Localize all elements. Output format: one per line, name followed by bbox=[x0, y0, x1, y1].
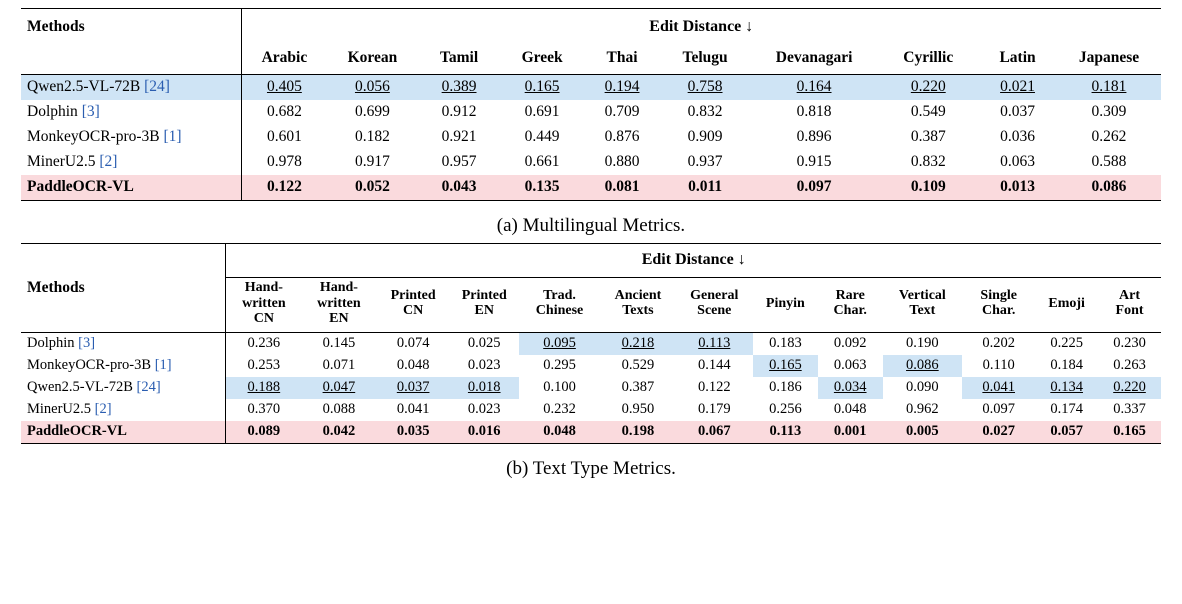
table-row bbox=[21, 421, 1161, 444]
cell: 0.915 bbox=[796, 153, 832, 171]
cell: 0.145 bbox=[301, 332, 376, 355]
citation-link[interactable]: [2] bbox=[94, 401, 112, 418]
label-line: written bbox=[317, 295, 361, 311]
cell: 0.682 bbox=[241, 100, 327, 125]
cell-value: 0.018 bbox=[467, 379, 501, 396]
table-b-col-printed-en bbox=[450, 277, 519, 332]
cell: 0.921 bbox=[441, 128, 477, 146]
table-a-col-japanese: Japanese bbox=[1078, 49, 1140, 67]
cell-value: 0.218 bbox=[621, 335, 655, 352]
cell bbox=[753, 355, 818, 377]
cell: 0.097 bbox=[750, 175, 879, 201]
cell bbox=[978, 75, 1057, 101]
table-a-col-greek: Greek bbox=[521, 49, 563, 67]
cell: 0.183 bbox=[753, 332, 818, 355]
cell: 0.041 bbox=[396, 401, 430, 418]
cell bbox=[750, 75, 879, 101]
cell: 0.880 bbox=[604, 153, 640, 171]
cell bbox=[818, 377, 883, 399]
cell: 0.016 bbox=[450, 421, 519, 444]
cell: 0.190 bbox=[883, 332, 962, 355]
cell-value: 0.134 bbox=[1050, 379, 1083, 396]
cell: 0.011 bbox=[660, 175, 749, 201]
table-b-header-row-group bbox=[21, 244, 1161, 278]
cell: 0.962 bbox=[906, 401, 939, 418]
cell: 0.067 bbox=[676, 421, 753, 444]
cell: 0.661 bbox=[524, 153, 560, 171]
table-a-header-row-group bbox=[21, 9, 1161, 47]
cell: 0.978 bbox=[241, 150, 327, 175]
label-line: Chinese bbox=[535, 303, 584, 319]
label-line: Font bbox=[1115, 303, 1144, 319]
cell: 0.912 bbox=[441, 103, 477, 121]
method-name: MonkeyOCR-pro-3B bbox=[27, 128, 160, 146]
table-b-col-emoji bbox=[1035, 277, 1098, 332]
cell: 0.063 bbox=[833, 357, 867, 374]
cell-value: 0.188 bbox=[247, 379, 281, 396]
cell: 0.529 bbox=[621, 357, 655, 374]
cell: 0.035 bbox=[377, 421, 450, 444]
cell bbox=[600, 332, 675, 355]
table-a-col-korean: Korean bbox=[347, 49, 398, 67]
table-a-col-arabic: Arabic bbox=[241, 46, 327, 75]
cell: 0.832 bbox=[910, 153, 946, 171]
table-b-col-pinyin bbox=[753, 277, 818, 332]
citation-link[interactable]: [24] bbox=[136, 379, 161, 396]
table-b-col-handwritten-cn bbox=[226, 277, 301, 332]
cell: 0.232 bbox=[543, 401, 576, 418]
label-line: Printed bbox=[390, 287, 436, 303]
cell: 0.309 bbox=[1091, 103, 1127, 121]
table-a-col-cyrillic: Cyrillic bbox=[903, 49, 954, 67]
method-name: Dolphin bbox=[27, 335, 75, 352]
cell: 0.036 bbox=[1000, 128, 1035, 146]
paper-tables-page bbox=[0, 8, 1182, 604]
cell bbox=[676, 332, 753, 355]
cell: 0.387 bbox=[910, 128, 946, 146]
cell: 0.092 bbox=[818, 332, 883, 355]
table-row bbox=[21, 100, 1161, 125]
label-line: EN bbox=[474, 303, 494, 319]
cell bbox=[1098, 377, 1161, 399]
cell bbox=[418, 75, 501, 101]
table-a-row2-method bbox=[21, 125, 241, 150]
cell bbox=[301, 377, 376, 399]
cell-value: 0.047 bbox=[322, 379, 356, 396]
label-line: General bbox=[690, 287, 739, 303]
table-row bbox=[21, 125, 1161, 150]
cell: 0.048 bbox=[396, 357, 430, 374]
cell bbox=[327, 75, 417, 101]
cell bbox=[660, 75, 749, 101]
table-b-col-ancient-texts bbox=[600, 277, 675, 332]
cell: 0.370 bbox=[226, 399, 301, 421]
cell: 0.025 bbox=[450, 332, 519, 355]
cell: 0.097 bbox=[982, 401, 1015, 418]
citation-link[interactable]: [3] bbox=[81, 103, 100, 121]
cell: 0.256 bbox=[769, 401, 802, 418]
label-line: Scene bbox=[697, 303, 732, 319]
table-a-col-telugu: Telugu bbox=[682, 49, 728, 67]
cell: 0.174 bbox=[1050, 401, 1083, 418]
cell-value: 0.056 bbox=[354, 78, 390, 96]
cell: 0.691 bbox=[524, 103, 560, 121]
cell: 0.110 bbox=[982, 357, 1015, 374]
table-row bbox=[21, 150, 1161, 175]
table-b-row1-method bbox=[21, 355, 226, 377]
label-line: Hand- bbox=[319, 279, 358, 295]
cell: 0.063 bbox=[1000, 153, 1035, 171]
table-a-col-tamil: Tamil bbox=[439, 49, 479, 67]
label-line: CN bbox=[403, 303, 424, 319]
cell: 0.588 bbox=[1091, 153, 1127, 171]
cell: 0.449 bbox=[524, 128, 560, 146]
label-line: Printed bbox=[461, 287, 507, 303]
label-line: Text bbox=[909, 303, 936, 319]
cell: 0.876 bbox=[604, 128, 640, 146]
citation-link[interactable]: [3] bbox=[78, 335, 96, 352]
cell: 0.113 bbox=[753, 421, 818, 444]
cell bbox=[241, 75, 327, 101]
table-b-col-printed-cn bbox=[377, 277, 450, 332]
cell: 0.144 bbox=[697, 357, 731, 374]
cell: 0.081 bbox=[584, 175, 661, 201]
citation-link[interactable]: [2] bbox=[99, 153, 118, 171]
table-b-col-vertical-text bbox=[883, 277, 962, 332]
cell: 0.088 bbox=[322, 401, 356, 418]
text-type-metrics-table bbox=[21, 243, 1161, 444]
cell: 0.122 bbox=[697, 379, 731, 396]
cell: 0.198 bbox=[600, 421, 675, 444]
cell-value: 0.164 bbox=[796, 78, 832, 96]
cell: 0.549 bbox=[910, 103, 946, 121]
text-type-metrics-table-block bbox=[21, 243, 1161, 480]
method-name: MonkeyOCR-pro-3B bbox=[27, 357, 152, 374]
table-b-group-header: Edit Distance ↓ bbox=[226, 244, 1161, 278]
label-line: Art bbox=[1119, 287, 1141, 303]
table-a-row1-method bbox=[21, 100, 241, 125]
table-b-col-art-font bbox=[1098, 277, 1161, 332]
cell: 0.896 bbox=[796, 128, 832, 146]
cell: 0.165 bbox=[1098, 421, 1161, 444]
cell: 0.135 bbox=[501, 175, 584, 201]
cell: 0.957 bbox=[441, 153, 477, 171]
cell: 0.236 bbox=[226, 332, 301, 355]
label-line: Vertical bbox=[898, 287, 946, 303]
table-row bbox=[21, 399, 1161, 421]
cell: 0.043 bbox=[418, 175, 501, 201]
cell: 0.027 bbox=[962, 421, 1035, 444]
cell: 0.263 bbox=[1113, 357, 1146, 374]
cell: 0.337 bbox=[1113, 401, 1146, 418]
cell: 0.013 bbox=[978, 175, 1057, 201]
cell-value: 0.095 bbox=[543, 335, 576, 352]
cell bbox=[878, 75, 978, 101]
cell-value: 0.220 bbox=[1113, 379, 1146, 396]
cell: 0.186 bbox=[769, 379, 802, 396]
cell: 0.202 bbox=[962, 332, 1035, 355]
cell-value: 0.041 bbox=[982, 379, 1015, 396]
method-name: MinerU2.5 bbox=[27, 153, 96, 171]
table-a-methods-header: Methods bbox=[21, 9, 241, 47]
cell: 0.023 bbox=[467, 401, 501, 418]
cell bbox=[962, 377, 1035, 399]
label-line: Emoji bbox=[1048, 295, 1085, 311]
cell: 0.709 bbox=[604, 103, 640, 121]
multilingual-metrics-table bbox=[21, 8, 1161, 201]
cell: 0.917 bbox=[354, 153, 390, 171]
table-b-caption: (b) Text Type Metrics. bbox=[506, 457, 676, 479]
table-b-methods-header: Methods bbox=[21, 244, 226, 333]
cell: 0.262 bbox=[1091, 128, 1127, 146]
label-line: Texts bbox=[622, 303, 654, 319]
cell: 0.005 bbox=[883, 421, 962, 444]
table-a-body bbox=[21, 75, 1161, 201]
cell: 0.182 bbox=[354, 128, 390, 146]
cell: 0.023 bbox=[467, 357, 501, 374]
cell bbox=[450, 377, 519, 399]
cell: 0.042 bbox=[301, 421, 376, 444]
cell: 0.601 bbox=[241, 125, 327, 150]
cell bbox=[519, 332, 601, 355]
table-a-caption: (a) Multilingual Metrics. bbox=[496, 215, 686, 236]
table-b-col-rare-char bbox=[818, 277, 883, 332]
cell bbox=[377, 377, 450, 399]
cell-value: 0.165 bbox=[769, 357, 802, 374]
cell-value: 0.021 bbox=[1000, 78, 1035, 96]
table-row bbox=[21, 175, 1161, 201]
cell: 0.909 bbox=[687, 128, 723, 146]
table-a-subheader-row bbox=[21, 46, 1161, 75]
label-line: Single bbox=[980, 287, 1017, 303]
table-b-row0-method bbox=[21, 332, 226, 355]
table-row bbox=[21, 355, 1161, 377]
method-name: Qwen2.5-VL-72B bbox=[27, 78, 141, 96]
label-line: Hand- bbox=[244, 279, 283, 295]
cell-value: 0.037 bbox=[396, 379, 430, 396]
cell: 0.937 bbox=[687, 153, 723, 171]
cell-value: 0.405 bbox=[266, 78, 302, 96]
table-b-col-handwritten-en bbox=[301, 277, 376, 332]
cell: 0.122 bbox=[241, 175, 327, 201]
label-line: Pinyin bbox=[765, 295, 805, 311]
table-a-col-devanagari: Devanagari bbox=[775, 49, 853, 67]
cell: 0.100 bbox=[543, 379, 576, 396]
cell: 0.832 bbox=[687, 103, 723, 121]
method-name: Qwen2.5-VL-72B bbox=[27, 379, 133, 396]
label-line: Char. bbox=[833, 303, 867, 319]
cell-value: 0.220 bbox=[910, 78, 946, 96]
table-a-row3-method bbox=[21, 150, 241, 175]
cell: 0.048 bbox=[519, 421, 601, 444]
label-line: Trad. bbox=[543, 287, 576, 303]
cell: 0.295 bbox=[543, 357, 576, 374]
table-b-col-trad-chinese bbox=[519, 277, 601, 332]
cell: 0.048 bbox=[833, 401, 867, 418]
cell: 0.086 bbox=[1057, 175, 1161, 201]
cell: 0.387 bbox=[621, 379, 655, 396]
cell bbox=[1057, 75, 1161, 101]
cell: 0.001 bbox=[818, 421, 883, 444]
cell: 0.089 bbox=[226, 421, 301, 444]
label-line: written bbox=[242, 295, 286, 311]
cell: 0.057 bbox=[1035, 421, 1098, 444]
cell: 0.052 bbox=[327, 175, 417, 201]
cell-value: 0.758 bbox=[687, 78, 723, 96]
table-a-row0-method bbox=[21, 75, 241, 101]
cell: 0.699 bbox=[354, 103, 390, 121]
cell bbox=[584, 75, 661, 101]
method-name: MinerU2.5 bbox=[27, 401, 92, 418]
cell-value: 0.181 bbox=[1091, 78, 1127, 96]
cell: 0.037 bbox=[1000, 103, 1035, 121]
label-line: CN bbox=[253, 311, 274, 327]
table-row bbox=[21, 377, 1161, 399]
label-line: Ancient bbox=[614, 287, 662, 303]
table-b-col-general-scene bbox=[676, 277, 753, 332]
method-name: Dolphin bbox=[27, 103, 78, 121]
cell: 0.950 bbox=[621, 401, 655, 418]
cell-value: 0.389 bbox=[441, 78, 477, 96]
cell: 0.179 bbox=[697, 401, 731, 418]
cell: 0.071 bbox=[322, 357, 356, 374]
table-b-row4-method: PaddleOCR-VL bbox=[21, 421, 226, 444]
citation-link[interactable]: [1] bbox=[163, 128, 182, 146]
cell: 0.074 bbox=[377, 332, 450, 355]
cell: 0.090 bbox=[906, 379, 939, 396]
cell: 0.109 bbox=[878, 175, 978, 201]
cell: 0.184 bbox=[1050, 357, 1083, 374]
label-line: Char. bbox=[982, 303, 1016, 319]
cell bbox=[883, 355, 962, 377]
table-a-group-header: Edit Distance ↓ bbox=[241, 9, 1161, 47]
table-a-col-thai: Thai bbox=[606, 49, 638, 67]
citation-link[interactable]: [1] bbox=[154, 357, 172, 374]
cell-value: 0.034 bbox=[833, 379, 867, 396]
label-line: EN bbox=[329, 311, 349, 327]
table-b-body bbox=[21, 332, 1161, 443]
cell-value: 0.194 bbox=[604, 78, 640, 96]
table-b-col-single-char bbox=[962, 277, 1035, 332]
cell: 0.230 bbox=[1098, 332, 1161, 355]
table-b-row2-method bbox=[21, 377, 226, 399]
cell bbox=[501, 75, 584, 101]
table-row bbox=[21, 75, 1161, 101]
cell bbox=[226, 377, 301, 399]
citation-link[interactable]: [24] bbox=[144, 78, 170, 96]
table-row bbox=[21, 332, 1161, 355]
label-line: Rare bbox=[835, 287, 865, 303]
table-a-col-latin: Latin bbox=[999, 49, 1036, 67]
table-a-row4-method: PaddleOCR-VL bbox=[21, 175, 241, 201]
multilingual-metrics-table-block bbox=[21, 8, 1161, 237]
table-a-methods-spacer bbox=[21, 46, 241, 75]
cell: 0.253 bbox=[226, 355, 301, 377]
cell-value: 0.086 bbox=[906, 357, 939, 374]
cell: 0.225 bbox=[1035, 332, 1098, 355]
cell-value: 0.165 bbox=[524, 78, 560, 96]
cell bbox=[1035, 377, 1098, 399]
cell: 0.818 bbox=[796, 103, 832, 121]
cell-value: 0.113 bbox=[698, 335, 731, 352]
table-b-row3-method bbox=[21, 399, 226, 421]
